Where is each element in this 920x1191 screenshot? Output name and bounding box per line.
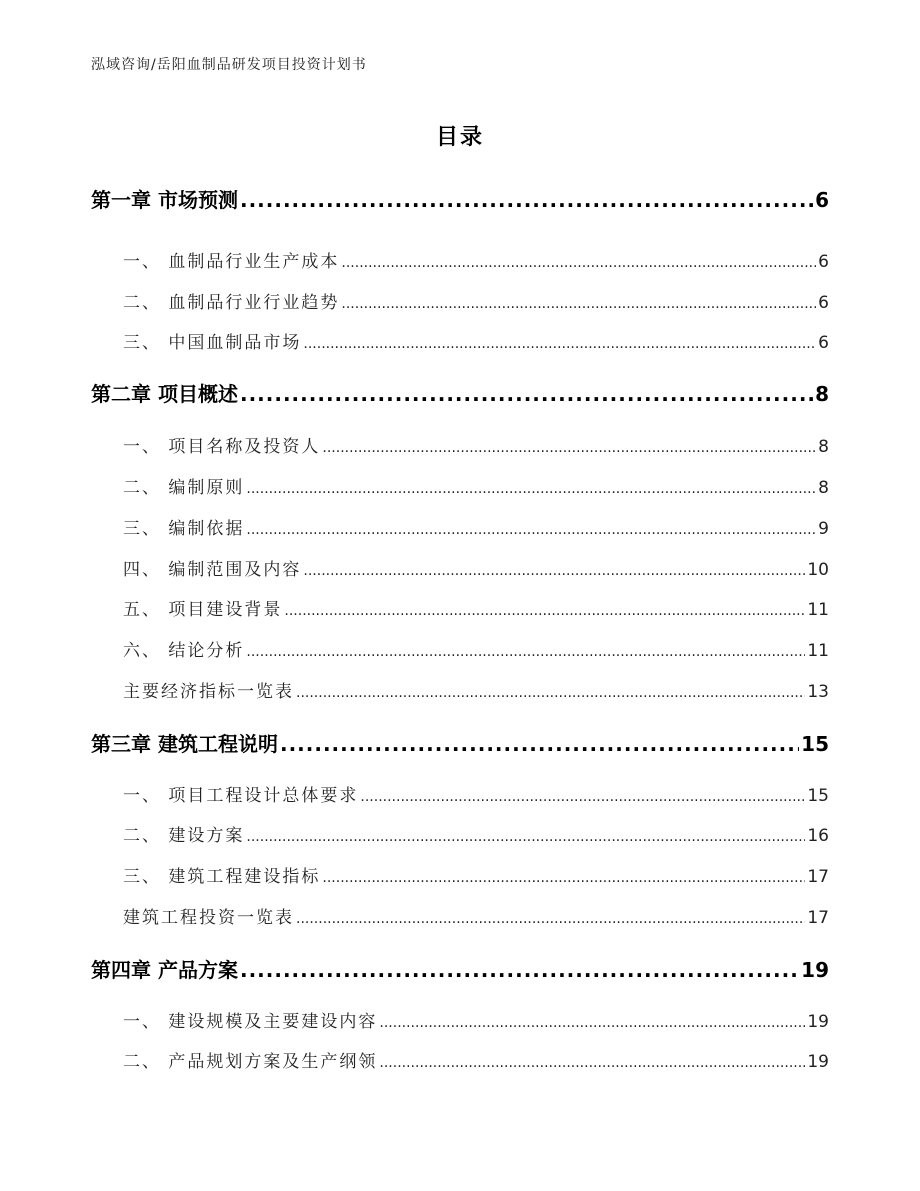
toc-section-entry[interactable] xyxy=(123,1007,829,1032)
toc-section-entry[interactable] xyxy=(123,514,829,539)
toc-entry-label: 一、 血制品行业生产成本 xyxy=(123,252,340,272)
toc-entry-label: 三、 建筑工程建设指标 xyxy=(123,867,321,887)
toc-entry-label: 六、 结论分析 xyxy=(123,641,245,661)
toc-page-number: 11 xyxy=(807,641,829,661)
toc-entry-label: 一、 项目名称及投资人 xyxy=(123,437,321,457)
toc-page-number: 19 xyxy=(807,1012,829,1032)
toc-chapter-entry[interactable] xyxy=(91,954,829,983)
toc-entry-label: 二、 产品规划方案及生产纲领 xyxy=(123,1052,378,1072)
toc-page-number: 8 xyxy=(818,437,829,457)
toc-section-entry[interactable] xyxy=(123,821,829,846)
dot-leader xyxy=(341,255,816,271)
toc-page-number: 6 xyxy=(815,188,829,212)
dot-leader xyxy=(240,188,813,212)
toc-section-entry[interactable] xyxy=(123,636,829,661)
toc-page-number: 8 xyxy=(818,478,829,498)
toc-page-number: 6 xyxy=(818,252,829,272)
toc-page-number: 19 xyxy=(807,1052,829,1072)
dot-leader xyxy=(360,789,805,805)
toc-section-entry[interactable] xyxy=(123,473,829,498)
toc-page-number: 15 xyxy=(807,786,829,806)
toc-chapter-entry[interactable] xyxy=(91,378,829,407)
dot-leader xyxy=(296,685,805,701)
dot-leader xyxy=(246,522,816,538)
toc-page-number: 8 xyxy=(815,382,829,406)
toc-page-number: 11 xyxy=(807,600,829,620)
dot-leader xyxy=(246,481,816,497)
toc-chapter-entry[interactable] xyxy=(91,184,829,213)
toc-section-entry[interactable] xyxy=(123,247,829,272)
toc-page-number: 17 xyxy=(807,908,829,928)
toc-chapter-entry[interactable] xyxy=(91,728,829,757)
toc-page-number: 15 xyxy=(801,732,829,756)
toc-entry-label: 二、 建设方案 xyxy=(123,826,245,846)
toc-page-number: 6 xyxy=(818,333,829,353)
toc-entry-label: 第三章 建筑工程说明 xyxy=(91,732,278,756)
dot-leader xyxy=(240,382,813,406)
toc-entry-label: 一、 项目工程设计总体要求 xyxy=(123,786,359,806)
dot-leader xyxy=(341,296,816,312)
toc-entry-label: 一、 建设规模及主要建设内容 xyxy=(123,1012,378,1032)
toc-page-number: 9 xyxy=(818,519,829,539)
toc-section-entry[interactable] xyxy=(123,595,829,620)
toc-entry-label: 四、 编制范围及内容 xyxy=(123,560,302,580)
dot-leader xyxy=(303,563,805,579)
toc-page-number: 10 xyxy=(807,560,829,580)
dot-leader xyxy=(246,829,805,845)
dot-leader xyxy=(280,732,799,756)
toc-entry-label: 二、 编制原则 xyxy=(123,478,245,498)
dot-leader xyxy=(296,911,805,927)
dot-leader xyxy=(322,870,805,886)
toc-section-entry[interactable] xyxy=(123,1047,829,1072)
running-header: 泓域咨询/岳阳血制品研发项目投资计划书 xyxy=(91,57,367,73)
toc-section-entry[interactable] xyxy=(123,288,829,313)
toc-entry-label: 第一章 市场预测 xyxy=(91,188,238,212)
toc-section-entry[interactable] xyxy=(123,432,829,457)
toc-entry-label: 三、 编制依据 xyxy=(123,519,245,539)
toc-entry-label: 第二章 项目概述 xyxy=(91,382,238,406)
toc-entry-label: 三、 中国血制品市场 xyxy=(123,333,302,353)
toc-page-number: 13 xyxy=(807,682,829,702)
dot-leader xyxy=(303,336,816,352)
toc-section-entry[interactable] xyxy=(123,677,829,702)
dot-leader xyxy=(240,958,799,982)
toc-entry-label: 主要经济指标一览表 xyxy=(123,682,294,702)
toc-entry-label: 第四章 产品方案 xyxy=(91,958,238,982)
page-title: 目录 xyxy=(435,125,484,150)
toc-page-number: 16 xyxy=(807,826,829,846)
dot-leader xyxy=(379,1055,805,1071)
dot-leader xyxy=(246,644,805,660)
toc-entry-label: 建筑工程投资一览表 xyxy=(123,908,294,928)
toc-entry-label: 五、 项目建设背景 xyxy=(123,600,283,620)
toc-entry-label: 二、 血制品行业行业趋势 xyxy=(123,293,340,313)
toc-section-entry[interactable] xyxy=(123,328,829,353)
toc-page-number: 19 xyxy=(801,958,829,982)
toc-section-entry[interactable] xyxy=(123,862,829,887)
toc-section-entry[interactable] xyxy=(123,903,829,928)
toc-section-entry[interactable] xyxy=(123,781,829,806)
toc-page-number: 17 xyxy=(807,867,829,887)
dot-leader xyxy=(284,603,805,619)
toc-section-entry[interactable] xyxy=(123,555,829,580)
dot-leader xyxy=(322,440,816,456)
toc-page-number: 6 xyxy=(818,293,829,313)
dot-leader xyxy=(379,1015,805,1031)
